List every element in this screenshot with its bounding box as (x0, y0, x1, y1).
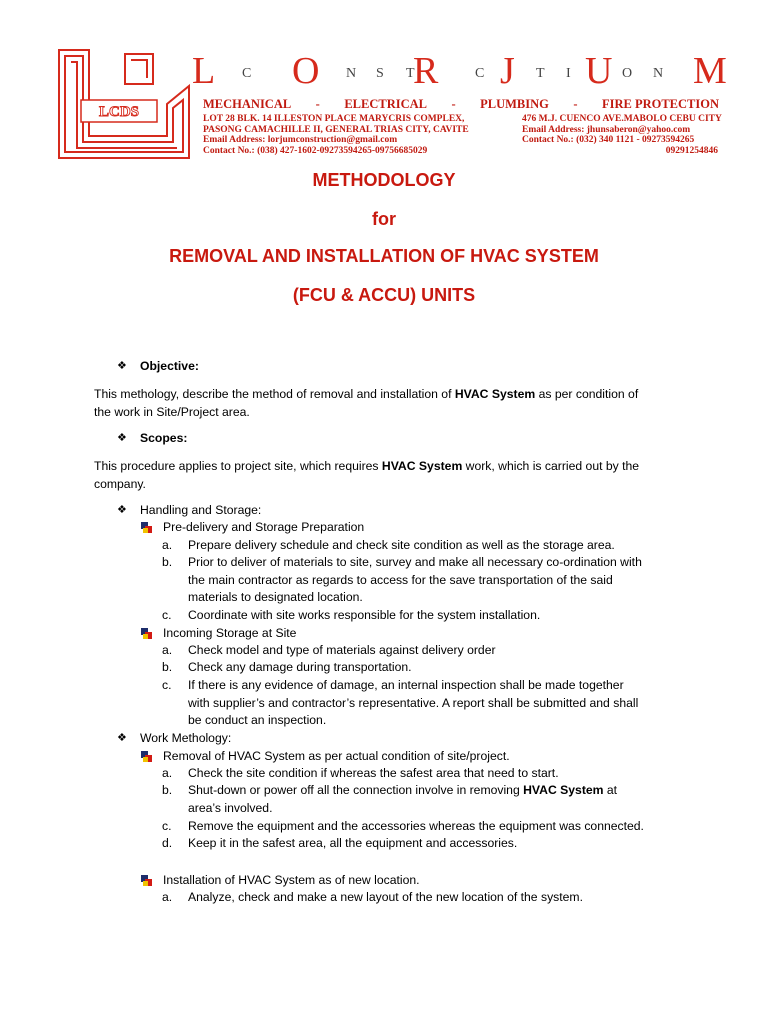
diamond-bullet-icon: ❖ (117, 732, 127, 744)
brand-letter-s: S (376, 66, 385, 81)
address-right (522, 114, 722, 156)
objective-line-2: the work in Site/Project area. (94, 405, 250, 419)
title-main: REMOVAL AND INSTALLATION OF HVAC SYSTEM (169, 246, 599, 266)
installation-heading: Installation of HVAC System as of new location. (163, 873, 420, 887)
diamond-bullet-icon: ❖ (117, 432, 127, 444)
title-units: (FCU & ACCU) UNITS (292, 285, 476, 305)
brand-letter-t2: I (566, 66, 572, 81)
scopes-text (94, 457, 684, 493)
objective-line-1: This methology, describe the method of removal and installation of HVAC System as per condition of (94, 387, 639, 401)
contact-line: Contact No.: (032) 340 1121 - 09273594265 (522, 135, 695, 145)
title-for: for (372, 209, 396, 229)
diamond-bullet-icon: ❖ (117, 504, 127, 516)
work-heading: Work Methology: (140, 731, 232, 745)
brand-letter-u: U (585, 50, 613, 92)
diamond-bullet-icon: ❖ (117, 360, 127, 372)
service-separator: - (315, 97, 320, 111)
email-line: Email Address: lorjumconstruction@gmail.com (203, 135, 398, 145)
objective-text (94, 385, 684, 421)
brand-letter-m: M (693, 50, 727, 92)
email-line: Email Address: jhunsaberon@yahoo.com (522, 124, 691, 135)
square-bullet-icon (141, 522, 152, 533)
address-left (203, 114, 469, 156)
objective-heading: Objective: (140, 359, 199, 373)
brand-letter-c2: T (536, 66, 546, 81)
square-bullet-icon (141, 751, 152, 762)
square-bullet-icon (141, 875, 152, 886)
address-line: LOT 28 BLK. 14 ILLESTON PLACE MARYCRIS COMPLEX, (203, 114, 465, 124)
predelivery-heading: Pre-delivery and Storage Preparation (163, 520, 365, 534)
company-logo (55, 44, 195, 162)
brand-letter-u: C (475, 66, 486, 81)
address-line: PASONG CAMACHILLE II, GENERAL TRIAS CITY, CAVITE (203, 124, 469, 135)
scopes-heading: Scopes: (140, 431, 188, 445)
service-mechanical: MECHANICAL (203, 97, 292, 111)
brand-letter-c: C (242, 66, 253, 81)
brand-letter-n: N (346, 66, 358, 81)
scopes-line-1: This procedure applies to project site, which requires HVAC System work, which is carried out by the (94, 459, 640, 473)
contact-line: Contact No.: (038) 427-1602-09273594265-09756685029 (203, 145, 428, 156)
services-line (203, 97, 719, 112)
brand-letter-o: O (292, 50, 320, 92)
brand-letter-j: J (500, 50, 515, 92)
brand-letter-l: L (192, 50, 216, 92)
brand-letter-r: R (413, 50, 439, 92)
contact-line-2: 09291254846 (665, 145, 718, 156)
handling-heading: Handling and Storage: (140, 503, 262, 517)
service-plumbing: PLUMBING (480, 97, 549, 111)
brand-letter-n2: N (653, 66, 665, 81)
service-separator: - (451, 97, 456, 111)
incoming-heading: Incoming Storage at Site (163, 626, 297, 640)
svg-text:LCDS: LCDS (98, 104, 140, 120)
address-line: 476 M.J. CUENCO AVE.MABOLO CEBU CITY (522, 114, 722, 124)
scopes-line-2: company. (94, 477, 146, 491)
brand-letter-o2: O (622, 66, 634, 81)
brand-letter-t: T (406, 66, 416, 81)
service-electrical: ELECTRICAL (344, 97, 427, 111)
service-separator: - (573, 97, 578, 111)
removal-heading: Removal of HVAC System as per actual condition of site/project. (163, 749, 510, 763)
service-fire-protection: FIRE PROTECTION (601, 97, 719, 111)
square-bullet-icon (141, 628, 152, 639)
title-methodology: METHODOLOGY (312, 170, 456, 190)
